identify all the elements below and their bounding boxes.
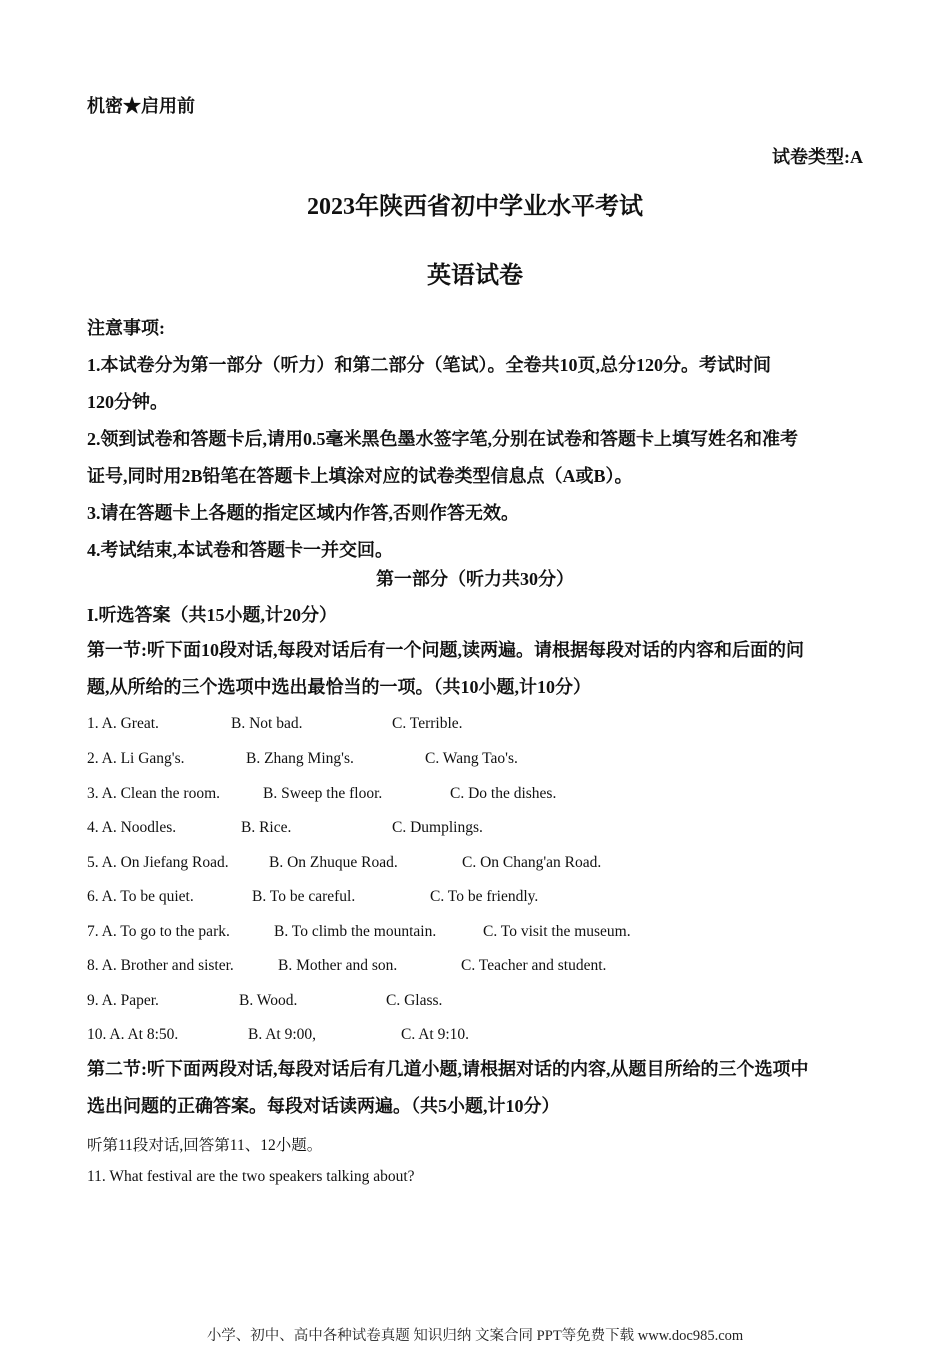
option-a: 2. A. Li Gang's. — [87, 750, 185, 767]
option-b: B. To be careful. — [252, 888, 356, 905]
exam-subtitle: 英语试卷 — [427, 263, 523, 289]
option-b: B. To climb the mountain. — [274, 923, 437, 940]
option-c: C. Terrible. — [392, 715, 463, 732]
option-b: B. Sweep the floor. — [263, 785, 383, 802]
part-one-title: 第一部分（听力共30分） — [376, 569, 574, 589]
option-c: C. Teacher and student. — [461, 957, 607, 974]
option-a: 5. A. On Jiefang Road. — [87, 854, 229, 871]
option-c: C. To be friendly. — [430, 888, 539, 905]
instruction-line: 题,从所给的三个选项中选出最恰当的一项。（共10小题,计10分） — [87, 677, 591, 697]
notice-line: 1.本试卷分为第一部分（听力）和第二部分（笔试）。全卷共10页,总分120分。考试时间 — [87, 355, 771, 375]
option-c: C. On Chang'an Road. — [462, 854, 602, 871]
option-a: 10. A. At 8:50. — [87, 1026, 179, 1043]
notice-heading: 注意事项: — [87, 318, 165, 338]
option-c: C. At 9:10. — [401, 1026, 470, 1043]
option-c: C. Dumplings. — [392, 819, 483, 836]
option-c: C. Do the dishes. — [450, 785, 557, 802]
option-b: B. Not bad. — [231, 715, 303, 732]
option-a: 7. A. To go to the park. — [87, 923, 230, 940]
dialogue-note: 听第11段对话,回答第11、12小题。 — [87, 1137, 323, 1154]
option-b: B. Wood. — [239, 992, 298, 1009]
option-b: B. Mother and son. — [278, 957, 398, 974]
notice-line: 120分钟。 — [87, 392, 168, 412]
exam-title: 2023年陕西省初中学业水平考试 — [307, 194, 643, 220]
option-a: 3. A. Clean the room. — [87, 785, 221, 802]
footer-text: 小学、初中、高中各种试卷真题 知识归纳 文案合同 PPT等免费下载 www.doc985.com — [206, 1328, 744, 1344]
section1-instructions — [87, 632, 867, 706]
option-a: 9. A. Paper. — [87, 992, 159, 1009]
notice-line: 4.考试结束,本试卷和答题卡一并交回。 — [87, 540, 393, 560]
instruction-line: 第一节:听下面10段对话,每段对话后有一个问题,读两遍。请根据每段对话的内容和后面的问 — [87, 640, 804, 660]
section-heading: I.听选答案（共15小题,计20分） — [87, 605, 338, 625]
question-11: 11. What festival are the two speakers talking about? — [87, 1168, 415, 1185]
option-a: 4. A. Noodles. — [87, 819, 177, 836]
option-a: 8. A. Brother and sister. — [87, 957, 234, 974]
notice-block — [87, 310, 867, 569]
option-b: B. Rice. — [241, 819, 292, 836]
option-a: 6. A. To be quiet. — [87, 888, 194, 905]
notice-line: 证号,同时用2B铅笔在答题卡上填涂对应的试卷类型信息点（A或B）。 — [87, 466, 633, 486]
option-b: B. At 9:00, — [248, 1026, 317, 1043]
option-b: B. On Zhuque Road. — [269, 854, 398, 871]
paper-type-label: 试卷类型:A — [772, 147, 863, 167]
option-c: C. Wang Tao's. — [425, 750, 518, 767]
instruction-line: 第二节:听下面两段对话,每段对话后有几道小题,请根据对话的内容,从题目所给的三个选项中 — [87, 1059, 809, 1079]
notice-line: 3.请在答题卡上各题的指定区域内作答,否则作答无效。 — [87, 503, 519, 523]
notice-line: 2.领到试卷和答题卡后,请用0.5毫米黑色墨水签字笔,分别在试卷和答题卡上填写姓名和准考 — [87, 429, 798, 449]
option-c: C. Glass. — [386, 992, 443, 1009]
option-a: 1. A. Great. — [87, 715, 159, 732]
confidential-mark: 机密★启用前 — [87, 96, 195, 116]
instruction-line: 选出问题的正确答案。每段对话读两遍。（共5小题,计10分） — [87, 1096, 560, 1116]
option-b: B. Zhang Ming's. — [246, 750, 354, 767]
section2-instructions — [87, 1051, 867, 1125]
option-c: C. To visit the museum. — [483, 923, 631, 940]
